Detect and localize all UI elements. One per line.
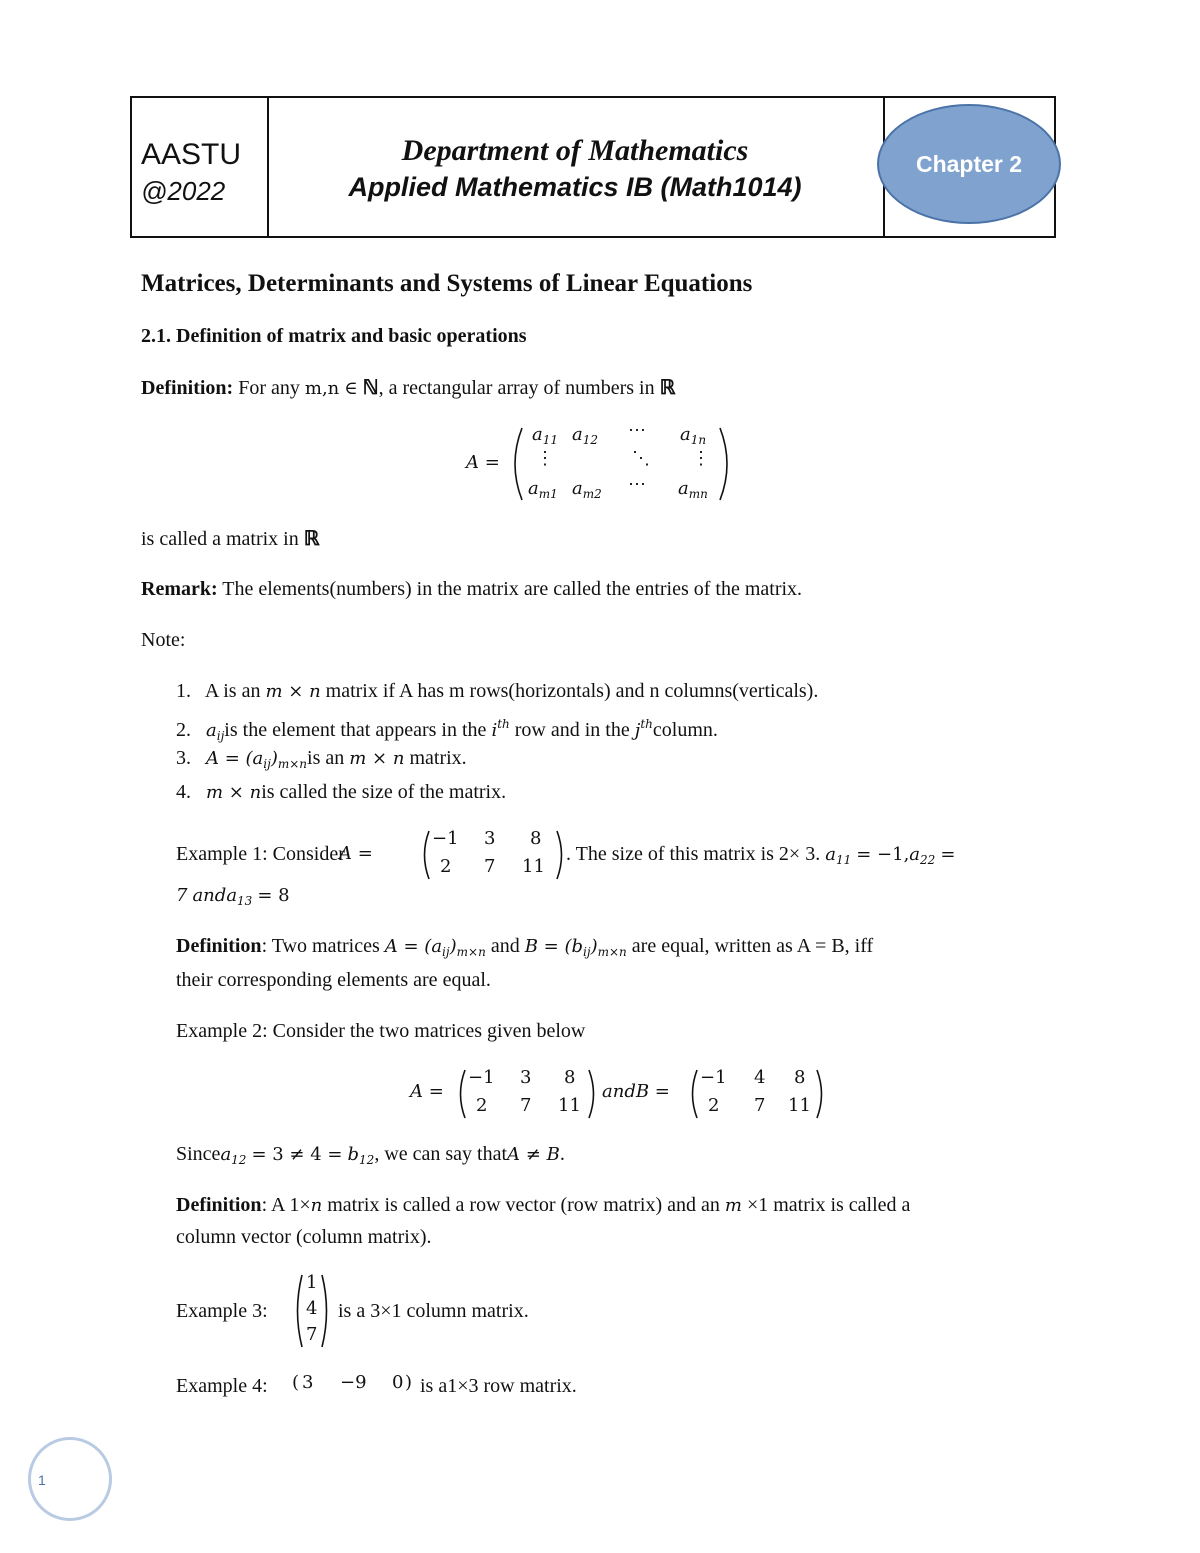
definition-3: Definition: A 1×n matrix is called a row vector (row matrix) and an m ×1 matrix is called a xyxy=(176,1194,911,1216)
list-item: 4. m × nis called the size of the matrix. xyxy=(176,781,507,803)
example-3-label: Example 3: xyxy=(176,1300,268,1322)
right-paren xyxy=(716,424,736,504)
department-title: Department of Mathematics xyxy=(401,134,749,167)
example-4-label: Example 4: xyxy=(176,1375,268,1397)
example-4-text: is a1×3 row matrix. xyxy=(420,1375,577,1397)
list-item: 1. A is an m × n matrix if A has m rows(horizontals) and n columns(verticals). xyxy=(176,680,819,702)
definition-2: Definition: Two matrices $A = (a_{ij})_{m\times n}$ and $B = (b_{ij})_{m\times n}$ are equal, written as A = B, iff xyxy=(176,935,874,959)
left-paren xyxy=(506,424,526,504)
section-heading: 2.1. Definition of matrix and basic operations xyxy=(141,325,527,347)
definition-label: Definition: xyxy=(141,377,234,399)
general-matrix: A = $a_{11}$ $a_{12}$ ⋯ $a_{1n}$ ⋮ ⋱ ⋮ $a_{m1}$ $a_{m2}$ ⋯ $a_{mn}$ xyxy=(466,424,736,504)
example-1-text: . The size of this matrix is 2× 3. $a_{11} = -1,a_{22}$ = xyxy=(566,843,956,867)
row-vector: ( 3 −9 0 ) xyxy=(292,1372,413,1393)
note-label: Note: xyxy=(141,629,186,651)
example-1-cont: 7 anda$_{13}$ = 8 xyxy=(176,885,290,908)
definition-1: Definition: For any m,n ∈ ℕ, a rectangular array of numbers in ℝ xyxy=(141,377,676,399)
page-title: Matrices, Determinants and Systems of Linear Equations xyxy=(141,270,753,297)
page-number: 1 xyxy=(38,1472,46,1488)
column-vector: 1 4 7 xyxy=(292,1272,332,1350)
example-1-lhs: A = xyxy=(339,843,373,864)
definition-3-cont: column vector (column matrix). xyxy=(176,1226,432,1248)
course-title: Applied Mathematics IB (Math1014) xyxy=(348,172,802,202)
list-item: 2. $a_{ij}is$ the element that appears in the $i^{th}$ row and in the $j^{th}column$. xyxy=(176,717,718,743)
example-1-matrix: −1 3 8 2 7 11 xyxy=(418,828,570,882)
year-label: @2022 xyxy=(141,176,226,206)
example-2-matrices: A = −1 3 8 2 7 11 andB = −1 4 8 2 7 11 xyxy=(410,1067,830,1121)
remark: Remark: The elements(numbers) in the matrix are called the entries of the matrix. xyxy=(141,578,803,600)
list-item: 3. $A = (a_{ij})_{m\times n}is$ an m × n matrix. xyxy=(176,747,467,771)
chapter-label: Chapter 2 xyxy=(915,151,1023,177)
called-text: is called a matrix in ℝ xyxy=(141,528,320,550)
example-1-intro: Example 1: Consider xyxy=(176,843,345,865)
since-text: Sincea$_{12}$ = $3 \ne 4 = b_{12}$, we can say thatA ≠ B. xyxy=(176,1143,565,1167)
example-3-text: is a 3×1 column matrix. xyxy=(338,1300,529,1322)
example-2-intro: Example 2: Consider the two matrices given below xyxy=(176,1020,586,1042)
org-name: AASTU xyxy=(141,138,242,171)
definition-2-cont: their corresponding elements are equal. xyxy=(176,969,491,991)
